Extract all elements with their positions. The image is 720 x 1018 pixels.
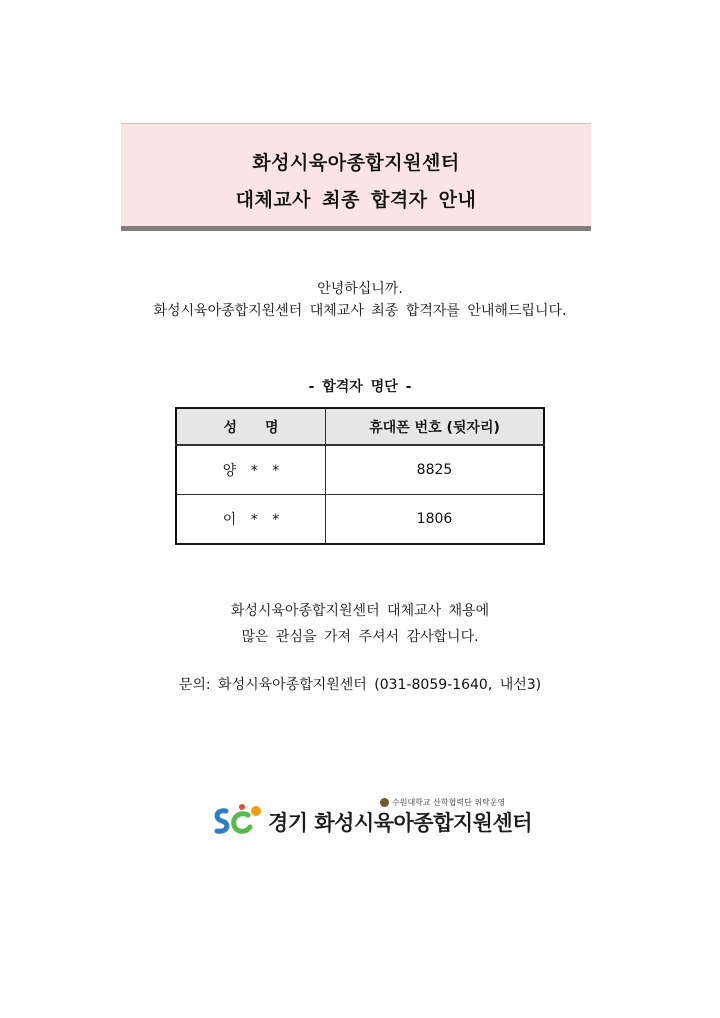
- title-box: [121, 123, 591, 231]
- logo-name: 경기 화성시육아종합지원센터: [268, 811, 533, 835]
- row-name: 이 * *: [176, 495, 326, 545]
- row-phone: 1806: [326, 495, 545, 545]
- result-table: [175, 407, 545, 545]
- logo-mark-icon: [212, 803, 264, 837]
- table-row: [176, 495, 544, 545]
- contact-info: 문의: 화성시육아종합지원센터 (031-8059-1640, 내선3): [178, 677, 542, 693]
- header-phone: 휴대폰 번호 (뒷자리): [326, 408, 545, 445]
- logo-subtitle: [380, 797, 505, 808]
- greeting-line-1: 안녕하십니까.: [317, 281, 403, 297]
- table-header-row: [176, 408, 544, 445]
- closing-line-1: 화성시육아종합지원센터 대체교사 채용에: [230, 603, 490, 619]
- title-line-2: 대체교사 최종 합격자 안내: [235, 189, 477, 211]
- header-name: 성 명: [176, 408, 326, 445]
- row-phone: 8825: [326, 445, 545, 495]
- logo-subtitle-text: 수원대학교 산학협력단 위탁운영: [392, 798, 506, 807]
- table-row: [176, 445, 544, 495]
- university-seal-icon: [380, 798, 389, 807]
- list-title: - 합격자 명단 -: [308, 379, 412, 395]
- row-name: 양 * *: [176, 445, 326, 495]
- closing-line-2: 많은 관심을 가져 주셔서 감사합니다.: [241, 629, 479, 645]
- title-line-1: 화성시육아종합지원센터: [252, 152, 460, 174]
- greeting-line-2: 화성시육아종합지원센터 대체교사 최종 합격자를 안내해드립니다.: [153, 303, 567, 319]
